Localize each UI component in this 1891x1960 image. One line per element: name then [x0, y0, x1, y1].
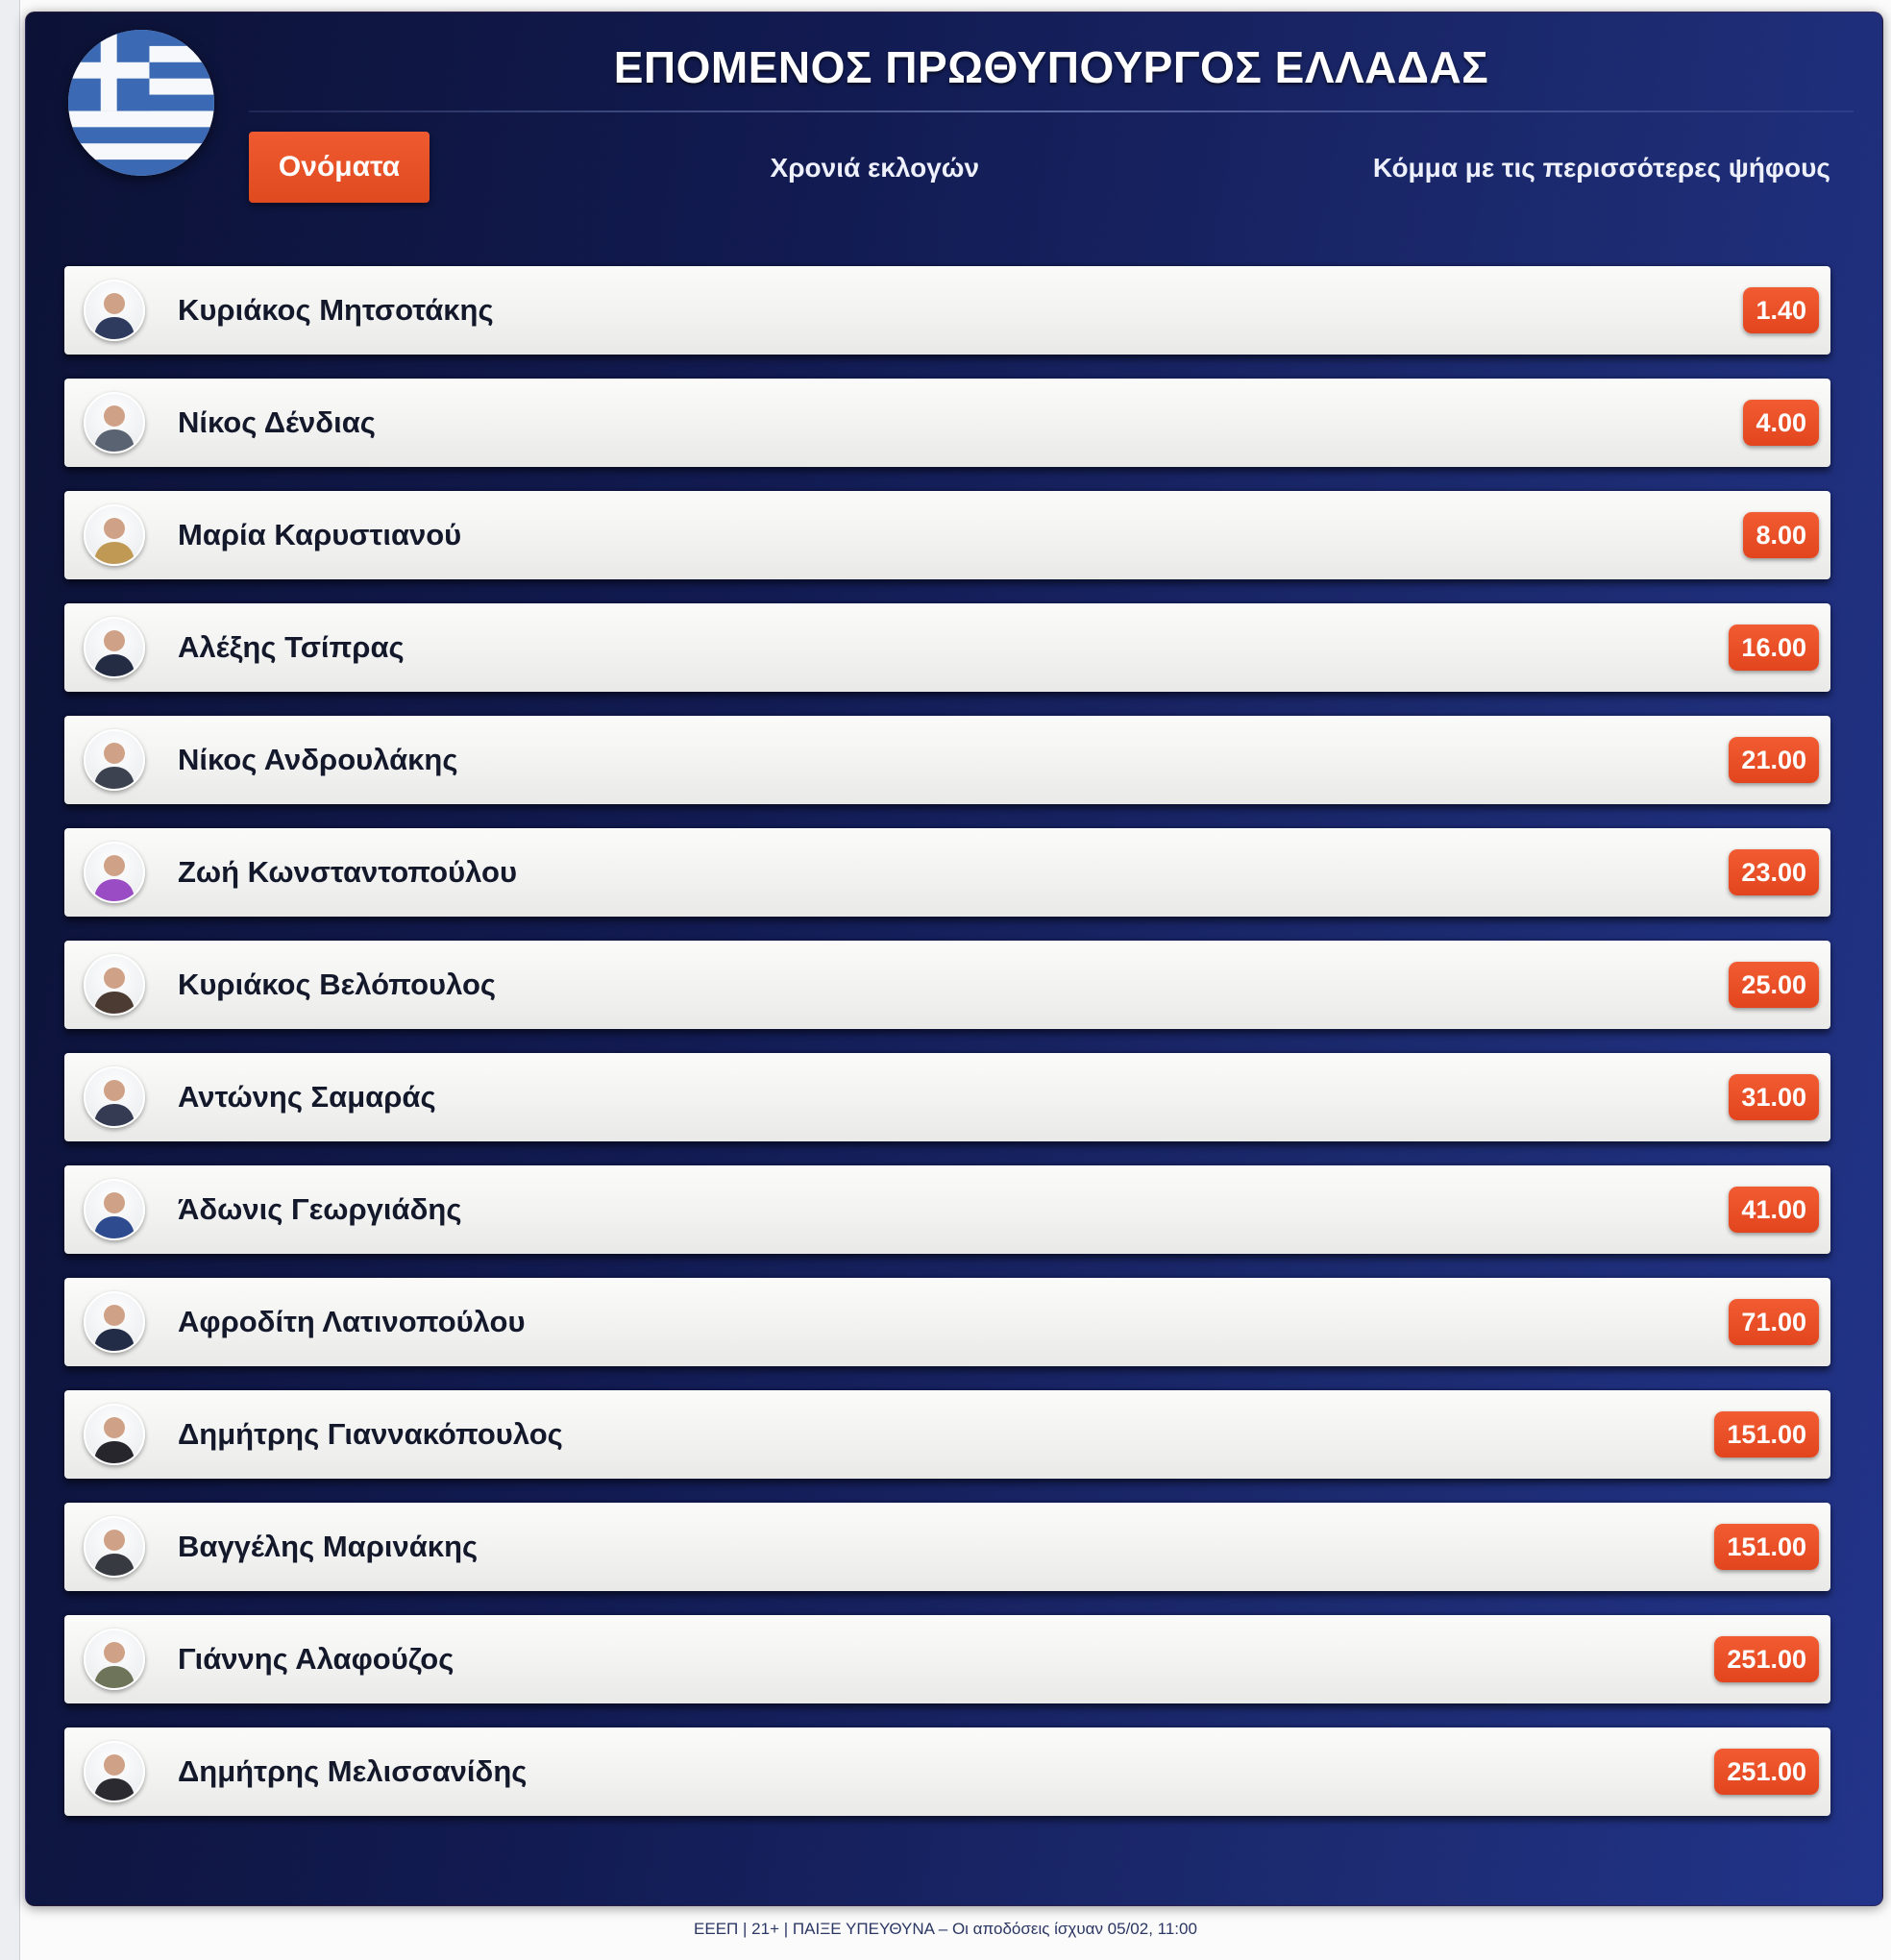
candidate-avatar [84, 954, 145, 1016]
candidate-avatar [84, 729, 145, 791]
avatar-body [94, 1329, 135, 1351]
candidate-avatar [84, 392, 145, 453]
tab-election-year[interactable]: Χρονιά εκλογών [770, 153, 980, 183]
responsible-gaming-disclaimer: ΕΕΕΠ | 21+ | ΠΑΙΞΕ ΥΠΕΥΘΥΝΑ – Οι αποδόσεις ίσχυαν 05/02, 11:00 [694, 1920, 1197, 1938]
odds-button[interactable]: 21.00 [1729, 737, 1819, 783]
left-page-edge [0, 0, 20, 1960]
odds-button[interactable]: 31.00 [1729, 1074, 1819, 1120]
odds-button[interactable]: 251.00 [1714, 1636, 1819, 1682]
odds-button[interactable]: 251.00 [1714, 1749, 1819, 1795]
candidate-avatar [84, 1291, 145, 1353]
candidate-name: Γιάννης Αλαφούζος [178, 1642, 454, 1676]
avatar-body [94, 1554, 135, 1576]
candidate-row [64, 266, 1830, 355]
avatar-head [104, 1305, 125, 1326]
candidate-row [64, 716, 1830, 804]
avatar-body [94, 1104, 135, 1126]
avatar-head [104, 1080, 125, 1101]
candidates-list [64, 266, 1830, 1816]
avatar-head [104, 1530, 125, 1551]
candidate-name: Κυριάκος Μητσοτάκης [178, 293, 494, 327]
tab-party-most-votes[interactable]: Κόμμα με τις περισσότερες ψήφους [1372, 153, 1830, 183]
candidate-name: Δημήτρης Γιαννακόπουλος [178, 1417, 563, 1451]
avatar-body [94, 1216, 135, 1238]
candidate-row [64, 1165, 1830, 1254]
avatar-head [104, 293, 125, 314]
candidate-name: Αφροδίτη Λατινοπούλου [178, 1305, 526, 1338]
candidate-name: Ζωή Κωνσταντοπούλου [178, 855, 517, 889]
candidate-name: Νίκος Δένδιας [178, 405, 376, 439]
odds-button[interactable]: 151.00 [1714, 1524, 1819, 1570]
odds-market-panel [25, 12, 1883, 1906]
avatar-head [104, 743, 125, 764]
candidate-row [64, 1615, 1830, 1703]
greece-flag-icon [68, 30, 214, 176]
candidate-name: Κυριάκος Βελόπουλος [178, 968, 497, 1001]
candidate-row [64, 1503, 1830, 1591]
candidate-avatar [84, 842, 145, 903]
odds-button[interactable]: 8.00 [1743, 512, 1819, 558]
header [249, 12, 1854, 205]
odds-button[interactable]: 16.00 [1729, 625, 1819, 671]
avatar-head [104, 968, 125, 989]
avatar-head [104, 405, 125, 427]
candidate-name: Αλέξης Τσίπρας [178, 630, 405, 664]
avatar-head [104, 1417, 125, 1438]
avatar-head [104, 1642, 125, 1663]
candidate-avatar [84, 1404, 145, 1465]
candidate-avatar [84, 1741, 145, 1802]
odds-button[interactable]: 71.00 [1729, 1299, 1819, 1345]
candidate-name: Βαγγέλης Μαρινάκης [178, 1530, 479, 1563]
candidate-row [64, 1278, 1830, 1366]
odds-button[interactable]: 41.00 [1729, 1187, 1819, 1233]
candidate-avatar [84, 617, 145, 678]
candidate-row [64, 379, 1830, 467]
odds-button[interactable]: 25.00 [1729, 962, 1819, 1008]
odds-button[interactable]: 23.00 [1729, 849, 1819, 895]
avatar-body [94, 992, 135, 1014]
avatar-body [94, 767, 135, 789]
candidate-avatar [84, 280, 145, 341]
candidate-avatar [84, 504, 145, 566]
avatar-body [94, 317, 135, 339]
avatar-head [104, 1192, 125, 1213]
odds-button[interactable]: 4.00 [1743, 400, 1819, 446]
avatar-body [94, 1666, 135, 1688]
odds-button[interactable]: 1.40 [1743, 287, 1819, 333]
candidate-row [64, 941, 1830, 1029]
candidate-row [64, 1053, 1830, 1141]
avatar-body [94, 1778, 135, 1801]
candidate-name: Δημήτρης Μελισσανίδης [178, 1754, 528, 1788]
candidate-name: Μαρία Καρυστιανού [178, 518, 462, 551]
avatar-head [104, 855, 125, 876]
candidate-row [64, 491, 1830, 579]
market-tabs [249, 132, 1854, 205]
candidate-row [64, 1390, 1830, 1479]
avatar-body [94, 542, 135, 564]
header-divider [249, 110, 1854, 112]
candidate-name: Άδωνις Γεωργιάδης [178, 1192, 462, 1226]
avatar-head [104, 518, 125, 539]
avatar-body [94, 429, 135, 452]
candidate-avatar [84, 1066, 145, 1128]
candidate-avatar [84, 1179, 145, 1240]
candidate-name: Νίκος Ανδρουλάκης [178, 743, 458, 776]
candidate-row [64, 603, 1830, 692]
odds-button[interactable]: 151.00 [1714, 1411, 1819, 1458]
avatar-body [94, 654, 135, 676]
candidate-row [64, 1727, 1830, 1816]
candidate-row [64, 828, 1830, 917]
candidate-avatar [84, 1516, 145, 1578]
candidate-name: Αντώνης Σαμαράς [178, 1080, 436, 1114]
avatar-head [104, 1754, 125, 1776]
avatar-body [94, 1441, 135, 1463]
avatar-head [104, 630, 125, 651]
tab-names[interactable]: Ονόματα [249, 132, 430, 203]
avatar-body [94, 879, 135, 901]
page-title: ΕΠΟΜΕΝΟΣ ΠΡΩΘΥΠΟΥΡΓΟΣ ΕΛΛΑΔΑΣ [613, 42, 1489, 92]
candidate-avatar [84, 1629, 145, 1690]
